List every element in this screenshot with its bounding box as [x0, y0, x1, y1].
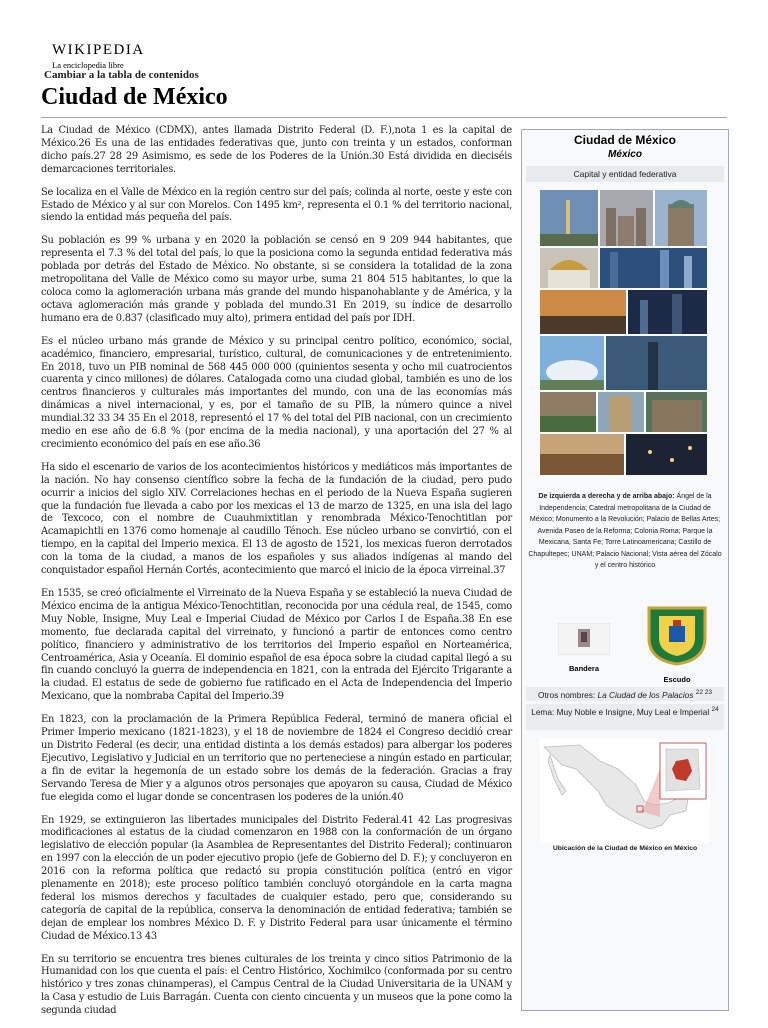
- article-paragraph: En su territorio se encuentra tres bienes culturales de los treinta y cinco sitios Patrimonio de la Humanidad con los que cuenta el país: el Centro Histórico, Xochimilco (conformada por su centro histórico y tres zonas chinamperas), el Campus Central de la Ciudad Universitaria de la UNAM y la Casa y estudio de Luis Barragán. Cuenta con ciento cincuenta y un museos que la pone como la segunda ciudad: [41, 953, 512, 1017]
- coat-of-arms[interactable]: [645, 604, 709, 684]
- article-paragraph: En 1929, se extinguieron las libertades municipales del Distrito Federal.41 42 Las progresivas modificaciones al estatus de la ciudad comenzaron en 1988 con la conformación de un órgano legislativo de elección popular (la Asamblea de Representantes del Distrito Federal); continuaron en 1997 con la elección de un poder ejecutivo propio (jefe de Gobierno del D. F.); y concluyeron en 2016 con la reforma política que redactó su propia constitución política (entró en vigor plenamente en 2018); este proceso político también concluyó otorgándole en la carta magna federal los mismos derechos y facultades de cualquier estado, pero que, considerando su categoría de capital de la república, conserva la denominación de entidad federativa; también se dejan de emplear los nombres México D. F. y Distrito Federal para usar únicamente el término Ciudad de México.13 43: [41, 814, 512, 942]
- article-paragraph: Se localiza en el Valle de México en la región centro sur del país; colinda al norte, oeste y este con Estado de México y al sur con Morelos. Con 1495 km², representa el 0.1 % del territorio nacional, siendo la entidad más pequeña del país.: [41, 186, 512, 224]
- coat-label: Escudo: [663, 675, 691, 684]
- article-paragraph: Ha sido el escenario de varios de los acontecimientos históricos y mediáticos más importantes de la nación. No hay consenso científico sobre la fecha de la fundación de la ciudad, pero pudo ocurrir a inicios del siglo XIV. Correlaciones hechas en el periodo de la Nueva España sugieren que la fundación fue llevada a cabo por los mexicas el 13 de marzo de 1325, en una isla del lago de Texcoco, con el nombre de Cuauhmixtitlan y renombrada México-Tenochtitlan por Acamapichtli en 1376 como homenaje al caudillo Ténoch. Ese núcleo urbano se convirtió, con el tiempo, en la capital del Imperio mexica. El 13 de agosto de 1521, los mexicas fueron derrotados con la toma de la ciudad, a manos de los españoles y sus aliados indígenas al mando del conquistador español Hernán Cortés, acontecimiento que marcó el inicio de la época virreinal.37: [41, 461, 512, 577]
- infobox-type[interactable]: Capital y entidad federativa: [526, 166, 724, 182]
- vista-aerea-photo: [626, 434, 707, 475]
- infobox: [521, 129, 729, 1011]
- caption-body[interactable]: Ángel de la Independencia; Catedral metropolitana de la Ciudad de México; Monumento a la Revolución; Palacio de Bellas Artes; Avenida Paseo de la Reforma; Colonia Roma; Parque la Mexicana, Santa Fe; Torre Latinoamericana; Castillo de Chapultepec; UNAM; Palacio Nacional; Vista aérea del Zócalo y el centro histórico: [528, 493, 722, 569]
- other-names-row: [526, 687, 724, 701]
- flag[interactable]: [558, 623, 610, 673]
- article-paragraph: La Ciudad de México (CDMX), antes llamada Distrito Federal (D. F.),nota 1 es la capital de México.26 Es una de las entidades federativas que, junto con treinta y un estados, conforman dicho país.27 28 29 Asimismo, es sede de los Poderes de la Unión.30 Está dividida en dieciséis demarcaciones territoriales.: [41, 125, 512, 175]
- title-divider: [41, 117, 727, 118]
- motto-ref[interactable]: 24: [711, 706, 719, 713]
- infobox-subtitle[interactable]: México: [608, 149, 642, 160]
- article-paragraph: En 1535, se creó oficialmente el Virreinato de la Nueva España y se estableció la nueva Ciudad de México encima de la antigua México-Tenochtitlan, reconocida por una cédula real, de 1545, como Muy Noble, Insigne, Muy Leal e Imperial Ciudad de México por Carlos I de España.38 En ese momento, fue declarada capital del virreinato, y funcionó a partir de entonces como centro político, financiero y administrativo de los territorios del Imperio español en Norteamérica, Centroamérica, Asia y Oceanía. El dominio español de esa época sobre la ciudad capital llegó a su fin cuando concluyó la guerra de independencia en 1821, con la entrada del Ejército Trigarante a la ciudad. El estatus de sede de gobierno fue ratificado en el Acta de Independencia del Imperio Mexicano, que la nombraba Capital del Imperio.39: [41, 588, 512, 703]
- santa-fe-photo: [628, 290, 707, 334]
- collage-svg: [540, 190, 707, 475]
- caption-lead: De izquierda a derecha y de arriba abajo:: [538, 493, 675, 500]
- city-collage-image[interactable]: [540, 190, 707, 475]
- logo-subtitle: La enciclopedia libre: [52, 60, 124, 70]
- motto-label: Lema:: [531, 706, 555, 717]
- other-names-refs[interactable]: 22 23: [695, 689, 713, 696]
- flag-image: [558, 623, 610, 655]
- motto-value: Muy Noble e Insigne, Muy Leal e Imperial: [556, 706, 710, 717]
- mexico-map-image: [540, 739, 710, 843]
- collage-caption: [528, 491, 722, 572]
- article-paragraph: En 1823, con la proclamación de la Primera República Federal, terminó de manera oficial el Primer Imperio mexicano (1821-1823), y el 18 de noviembre de 1824 el Congreso decidió crear un Distrito Federal (es decir, una entidad distinta a los demás estados) para albergar los poderes Ejecutivo, Legislativo y Judicial en un territorio que no perteneciese a ningún estado en particular, a fin de evitar la hegemonía de un estado sobre los demás de la federación. Gracias a fray Servando Teresa de Mier y a algunos otros personajes que apoyaron su causa, Ciudad de México fue elegida como el lugar donde se concentrasen los poderes de la unión.40: [41, 714, 512, 803]
- page-title: Ciudad de México: [41, 84, 228, 110]
- logo-title: WIKIPEDIA: [52, 42, 145, 58]
- article-body: [41, 125, 512, 1028]
- article-paragraph: Su población es 99 % urbana y en 2020 la población se censó en 9 209 944 habitantes, que representa el 7.3 % del total del país, lo que la posiciona como la segunda entidad federativa más poblada por detrás del Estado de México. No obstante, si se considera la totalidad de la zona metropolitana del Valle de México como su mayor urbe, suma 21 804 515 habitantes, lo que la coloca como la aglomeración urbana más grande del mundo hispanohablante y de América, y la octava aglomeración más grande y poblada del mundo.31 En 2019, su índice de desarrollo humano era de 0.837 (clasificado muy alto), primera entidad del país por IDH.: [41, 235, 512, 324]
- article-paragraph: Es el núcleo urbano más grande de México y su principal centro político, económico, social, académico, financiero, empresarial, turístico, cultural, de comunicaciones y de entretenimiento. En 2018, tuvo un PIB nominal de 568 445 000 000 (quinientos sesenta y ocho mil cuatrocientos cuarenta y cinco millones) de dólares. Catalogada como una ciudad global, también es uno de los centros financieros y culturales más importantes del mundo, con una de las economías más dinámicas a nivel internacional, y es, por el tamaño de su PIB, la número quince a nivel mundial.32 33 34 35 En el 2018, representó el 17 % del total del PIB nacional, con un crecimiento medio en ese año de 6.8 % (por encima de la media nacional), y una aportación del 27 % al crecimiento económico del país en ese año.36: [41, 335, 512, 450]
- other-names-label: Otros nombres:: [537, 689, 596, 700]
- location-map[interactable]: [540, 739, 710, 843]
- map-caption: Ubicación de la Ciudad de México en México: [552, 845, 698, 852]
- coat-of-arms-image: [645, 604, 709, 666]
- flag-label: Bandera: [568, 664, 599, 673]
- infobox-title: Ciudad de México: [573, 133, 677, 147]
- other-names-value: La Ciudad de los Palacios: [597, 689, 694, 700]
- wikipedia-logo[interactable]: [52, 42, 162, 70]
- motto-row: [526, 704, 724, 730]
- toc-toggle-link[interactable]: Cambiar a la tabla de contenidos: [44, 69, 199, 81]
